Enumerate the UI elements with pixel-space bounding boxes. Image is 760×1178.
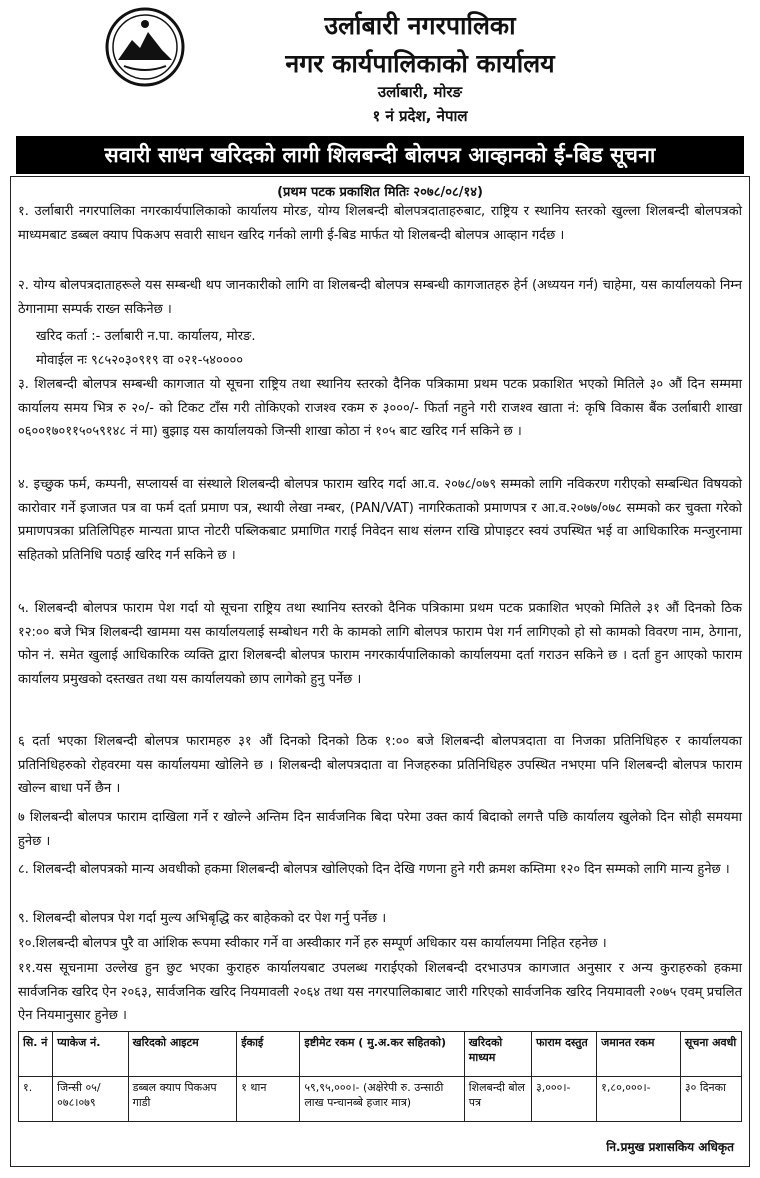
paragraph-10: १०.शिलबन्दी बोलपत्र पुरै वा आंशिक रूपमा स्वीकार गर्ने वा अस्वीकार गर्ने हरु सम्पूर्ण अधिकार यस कार्यालयमा निहित रहनेछ । xyxy=(18,936,607,951)
cell-notice-period: ३० दिनका xyxy=(680,1077,741,1122)
table-row xyxy=(19,1077,742,1122)
col-serial: सि. नं xyxy=(19,1032,53,1077)
paragraph-9: ९. शिलबन्दी बोलपत्र पेश गर्दा मुल्य अभिबृद्धि कर बाहेकको दर पेश गर्नु पर्नेछ । xyxy=(18,911,387,926)
col-unit: ईकाई xyxy=(237,1032,300,1077)
col-estimate: इष्टीमेट रकम ( मु.अ.कर सहितको) xyxy=(300,1032,464,1077)
paragraph-6: ६ दर्ता भएका शिलबन्दी बोलपत्र फारामहरु ३१ औं दिनको दिनको ठिक १:०० बजे शिलबन्दी बोलपत्रदाता वा निजका प्रतिनिधिहरु र कार्यालयका प्रतिनिधिहरुको रोहवरमा यस कार्यालयमा खोलिने छ । शिलबन्दी बोलपत्रदाता वा निजहरुका प्रतिनिधिहरु उपस्थित नभएमा पनि शिलबन्दी बोलपत्र फाराम खोल्न बाधा पर्ने छैन । xyxy=(18,734,742,796)
buyer-contact: खरिद कर्ता :- उर्लाबारी न.पा. कार्यालय, मोरङ. xyxy=(36,329,256,344)
paragraph-1: १. उर्लाबारी नगरपालिका नगरकार्यपालिकाको कार्यालय मोरङ, योग्य शिलबन्दी बोलपत्रदाताहरुबाट, राष्ट्रिय र स्थानिय स्तरको खुल्ला शिलबन्दी बोलपत्रको माध्यमबाट डब्बल क्याप पिकअप सवारी साधन खरिद गर्नको लागी ई-बिड मार्फत यो शिलबन्दी बोलपत्र आव्हान गर्दछ । xyxy=(18,204,742,243)
cell-unit: १ थान xyxy=(237,1077,300,1122)
cell-bid-security: १,८०,०००।- xyxy=(597,1077,681,1122)
col-method: खरिदको माध्यम xyxy=(464,1032,531,1077)
table-header-row xyxy=(19,1032,742,1077)
paragraph-11: ११.यस सूचनामा उल्लेख हुन छुट भएका कुराहरु कार्यालयबाट उपलब्ध गराईएको शिलबन्दी दरभाउपत्र कागजात अनुसार र अन्य कुराहरुको हकमा सार्वजनिक खरिद ऐन २०६३, सार्वजनिक खरिद नियमावली २०६४ तथा यस नगरपालिकाबाट जारी गरिएको सार्वजनिक खरिद नियमावली २०७५ एवम् प्रचलित ऐन नियमानुसार हुनेछ । xyxy=(18,961,742,1023)
cell-estimate: ५९,९५,०००।- (अक्षेरेपी रु. उन्साठी लाख पन्चानब्बे हजार मात्र) xyxy=(300,1077,464,1122)
col-package: प्याकेज नं. xyxy=(53,1032,129,1077)
col-item: खरिदको आइटम xyxy=(128,1032,237,1077)
paragraph-4: ४. इच्छुक फर्म, कम्पनी, सप्लायर्स वा संस्थाले शिलबन्दी बोलपत्र फाराम खरिद गर्दा आ.व. २०७८/०७९ सम्मको लागि नविकरण गरीएको सम्बन्धित विषयको कारोवार गर्ने इजाजत पत्र वा फर्म दर्ता प्रमाण पत्र, स्थायी लेखा नम्बर, (PAN/VAT) नागरिकताको प्रमाणपत्र र आ.व.२०७७/०७८ सम्मको कर चुक्ता गरेको प्रमाणपत्रका प्रतिलिपिहरु मान्यता प्राप्त नोटरी पब्लिकबाट प्रमाणित गराई निवेदन साथ संलग्न राखि प्रोपाइटर स्वयं उपस्थित भई वा आधिकारिक मन्जुरनामा सहितको प्रतिनिधि पठाई खरिद गर्न सकिने छ । xyxy=(18,477,742,563)
office-name: नगर कार्यपालिकाको कार्यालय xyxy=(285,49,555,78)
signatory-title: नि.प्रमुख प्रशासकिय अधिकृत xyxy=(606,1140,734,1154)
paragraph-8: ८. शिलबन्दी बोलपत्रको मान्य अवधीको हकमा शिलबन्दी बोलपत्र खोलिएको दिन देखि गणना हुने गरी क्रमश कम्तिमा १२० दिन सम्मको लागि मान्य हुनेछ । xyxy=(18,862,730,877)
paragraph-7: ७ शिलबन्दी बोलपत्र फाराम दाखिला गर्ने र खोल्ने अन्तिम दिन सार्वजनिक बिदा परेमा उक्त कार्य बिदाको लगत्तै पछि कार्यालय खुलेको दिन सोही समयमा हुनेछ । xyxy=(18,810,742,849)
procurement-table xyxy=(18,1031,742,1122)
municipality-name: उर्लाबारी नगरपालिका xyxy=(324,11,516,40)
letterhead xyxy=(0,0,760,130)
cell-item: डब्बल क्याप पिकअप गाडी xyxy=(128,1077,237,1122)
publication-date: (प्रथम पटक प्रकाशित मितिः २०७८/०८/१४) xyxy=(277,185,483,200)
mobile-contact: मोवाईल नः ९८५२०३०९१९ वा ०२१-५४०००० xyxy=(36,353,244,368)
paragraph-3: ३. शिलबन्दी बोलपत्र सम्बन्धी कागजात यो सूचना राष्ट्रिय तथा स्थानिय स्तरको दैनिक पत्रिकामा प्रथम पटक प्रकाशित भएको मितिले ३० औं दिन सम्ममा कार्यालय समय भित्र रु २०/- को टिकट टाँस गरी तोकिएको राजश्व रकम रु ३०००/- फिर्ता नहुने गरी राजश्व खाता नं: कृषि विकास बैंक उर्लाबारी शाखा ०६००१७०११५०५९१४८ नं मा) बुझाइ यस कार्यालयको जिन्सी शाखा कोठा नं १०५ बाट खरिद गर्न सकिने छ । xyxy=(18,377,742,439)
col-bid-security: जमानत रकम xyxy=(597,1032,681,1077)
paragraph-5: ५. शिलबन्दी बोलपत्र फाराम पेश गर्दा यो सूचना राष्ट्रिय तथा स्थानिय स्तरको दैनिक पत्रिकामा प्रथम पटक प्रकाशित भएको मितिले ३१ औं दिनको ठिक १२:०० बजे भित्र शिलबन्दी खाममा यस कार्यालयलाई सम्बोधन गरी के कामको लागि बोलपत्र फाराम पेश गर्न लागिएको हो सो कामको विवरण नाम, ठेगाना, फोन नं. समेत खुलाई आधिकारिक व्यक्ति द्वारा शिलबन्दी बोलपत्र फाराम नगरकार्यपालिकाको कार्यालयमा दर्ता गराउन सकिने छ । दर्ता हुन आएको फाराम कार्यालय प्रमुखको दस्तखत तथा यस कार्यालयको छाप लागेको हुनु पर्नेछ । xyxy=(18,601,742,687)
office-province: १ नं प्रदेश, नेपाल xyxy=(372,107,468,125)
cell-package: जिन्सी ०५/ ०७८।०७९ xyxy=(53,1077,129,1122)
cell-serial: १. xyxy=(19,1077,53,1122)
notice-title: सवारी साधन खरिदको लागी शिलबन्दी बोलपत्र आव्हानको ई-बिड सूचना xyxy=(16,136,744,174)
cell-form-fee: ३,०००।- xyxy=(531,1077,596,1122)
cell-method: शिलबन्दी बोल पत्र xyxy=(464,1077,531,1122)
col-form-fee: फाराम दस्तुत xyxy=(531,1032,596,1077)
col-notice-period: सूचना अवधी xyxy=(680,1032,741,1077)
paragraph-2: २. योग्य बोलपत्रदाताहरूले यस सम्बन्धी थप जानकारीको लागि वा शिलबन्दी बोलपत्र सम्बन्धी कागजातहरु हेर्न (अध्ययन गर्न) चाहेमा, यस कार्यालयको निम्न ठेगानामा सम्पर्क राख्न सकिनेछ । xyxy=(18,278,742,317)
office-address: उर्लाबारी, मोरङ xyxy=(377,83,463,101)
